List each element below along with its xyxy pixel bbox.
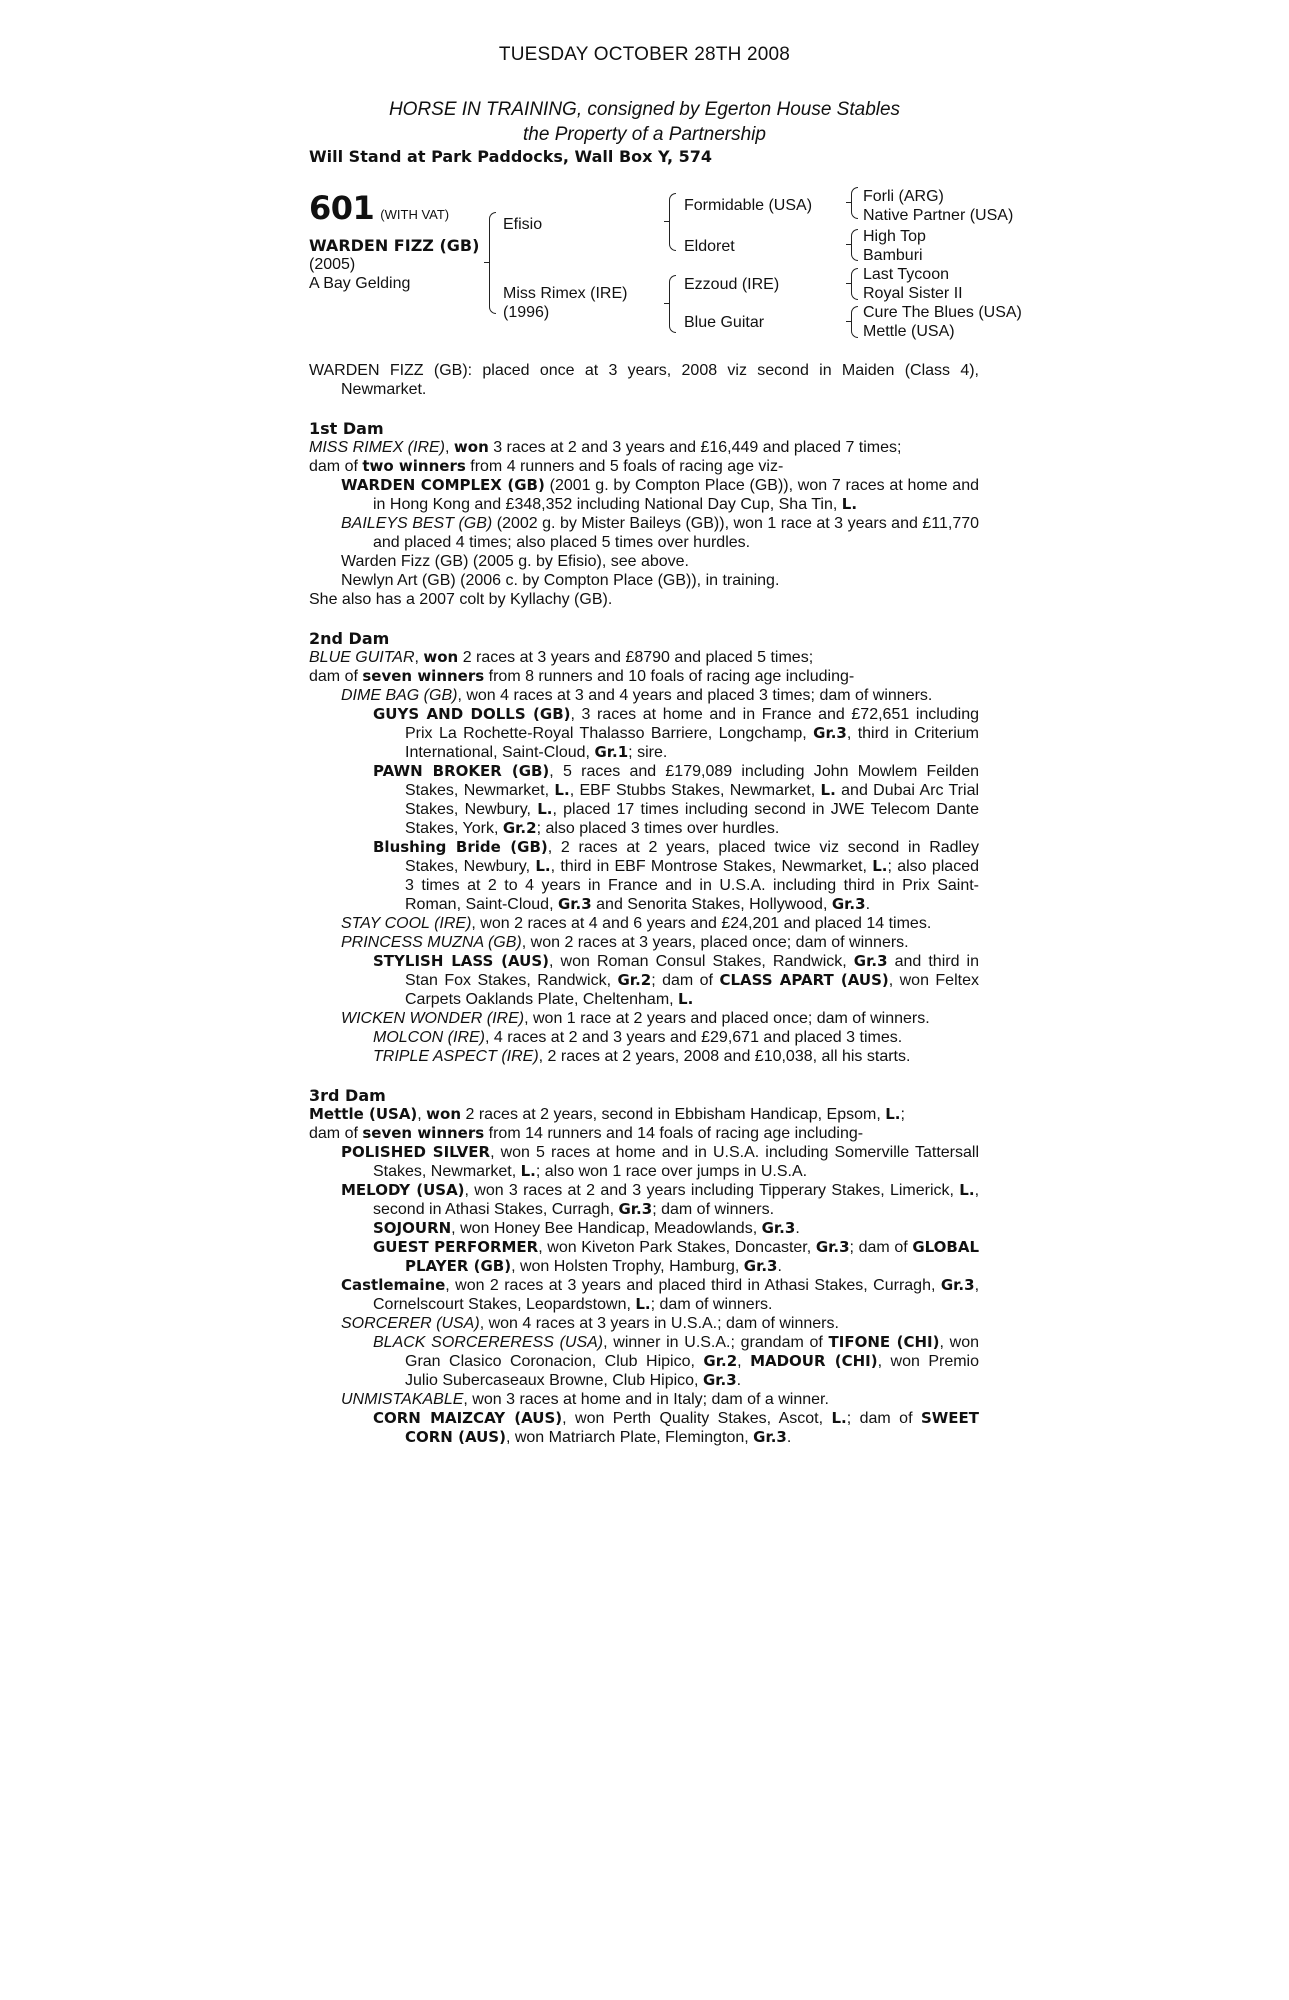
brace-ggs-4-point xyxy=(846,321,851,322)
sale-date: TUESDAY OCTOBER 28TH 2008 xyxy=(498,44,791,65)
dam1-note: She also has a 2007 colt by Kyllachy (GB). xyxy=(309,591,613,608)
pedigree-gs2: Eldoret xyxy=(684,238,735,255)
horse-description: A Bay Gelding xyxy=(309,275,411,292)
pedigree-ggs7: Cure The Blues (USA) xyxy=(863,304,1022,321)
dam2-progeny-wicken-wonder: WICKEN WONDER (IRE), won 1 race at 2 years and placed once; dam of winners. xyxy=(341,1010,930,1027)
dam2-heading: 2nd Dam xyxy=(309,629,390,648)
dam2-progeny-dime-bag: DIME BAG (GB), won 4 races at 3 and 4 years and placed 3 times; dam of winners. xyxy=(341,687,933,704)
pedigree-dam: Miss Rimex (IRE) xyxy=(503,285,628,302)
dam3-grandprogeny-guest-performer: GUEST PERFORMER, won Kiveton Park Stakes, Doncaster, Gr.3; dam of GLOBAL PLAYER (GB), won Holsten Trophy, Hamburg, Gr.3. xyxy=(373,1238,979,1275)
brace-dam-line xyxy=(669,275,676,333)
brace-ggs-4 xyxy=(851,306,858,338)
dam3-progeny-castlemaine: Castlemaine, won 2 races at 3 years and placed third in Athasi Stakes, Curragh, Gr.3, Cornelscourt Stakes, Leopardstown, L.; dam of winners. xyxy=(341,1276,980,1313)
pedigree-ggs5: Last Tycoon xyxy=(863,266,949,283)
brace-ggs-1 xyxy=(851,187,858,219)
brace-sire-line xyxy=(669,193,676,251)
pedigree-dam-year: (1996) xyxy=(503,304,550,321)
brace-ggs-3-point xyxy=(846,283,851,284)
dam1-progeny-1: WARDEN COMPLEX (GB) (2001 g. by Compton Place (GB)), won 7 races at home and in Hong Kong and £348,352 including National Day Cup, Sha Tin, L. xyxy=(341,476,980,513)
foal-year: (2005) xyxy=(309,256,356,273)
pedigree-ggs6: Royal Sister II xyxy=(863,285,963,302)
brace-ggs-2 xyxy=(851,229,858,261)
pedigree-ggs1: Forli (ARG) xyxy=(863,188,944,205)
brace-ggs-3 xyxy=(851,268,858,300)
brace-sire-line-point xyxy=(664,221,669,222)
dam3-heading: 3rd Dam xyxy=(309,1086,386,1105)
dam2-grandprogeny-guys-and-dolls: GUYS AND DOLLS (GB), 3 races at home and in France and £72,651 including Prix La Rochette-Royal Thalasso Barriere, Longchamp, Gr.3, third in Criterium International, Saint-Cloud, Gr.1; sire. xyxy=(373,705,980,761)
dam2-progeny-stay-cool: STAY COOL (IRE), won 2 races at 4 and 6 years and £24,201 and placed 14 times. xyxy=(341,915,932,932)
dam3-progeny-sorcerer: SORCERER (USA), won 4 races at 3 years in U.S.A.; dam of winners. xyxy=(341,1315,839,1332)
brace-ggs-2-point xyxy=(846,244,851,245)
dam3-progeny-unmistakable: UNMISTAKABLE, won 3 races at home and in Italy; dam of a winner. xyxy=(341,1391,829,1408)
dam3-line1: Mettle (USA), won 2 races at 2 years, second in Ebbisham Handicap, Epsom, L.; xyxy=(309,1105,905,1123)
brace-generation1-point xyxy=(484,262,489,263)
pedigree-ggs3: High Top xyxy=(863,228,926,245)
dam2-grandprogeny-blushing-bride: Blushing Bride (GB), 2 races at 2 years, placed twice viz second in Radley Stakes, Newbury, L., third in EBF Montrose Stakes, Newmarket, L.; also placed 3 times at 2 to 4 years in France and in U.S.A. including third in Prix Saint-Roman, Saint-Cloud, Gr.3 and Senorita Stakes, Hollywood, Gr.3. xyxy=(373,838,980,913)
brace-generation1 xyxy=(489,212,496,314)
pedigree-gs1: Formidable (USA) xyxy=(684,197,813,214)
brace-ggs-1-point xyxy=(846,202,851,203)
pedigree-gs4: Blue Guitar xyxy=(684,314,765,331)
dam1-heading: 1st Dam xyxy=(309,419,384,438)
brace-dam-line-point xyxy=(664,303,669,304)
consignment-info xyxy=(0,97,1289,147)
dam3-line2: dam of seven winners from 14 runners and 14 foals of racing age including- xyxy=(309,1124,864,1142)
dam3-progeny-polished-silver: POLISHED SILVER, won 5 races at home and in U.S.A. including Somerville Tattersall Stakes, Newmarket, L.; also won 1 race over jumps in U.S.A. xyxy=(341,1143,979,1180)
dam2-grandprogeny-triple-aspect: TRIPLE ASPECT (IRE), 2 races at 2 years, 2008 and £10,038, all his starts. xyxy=(373,1048,911,1065)
dam1-progeny-3: Warden Fizz (GB) (2005 g. by Efisio), see above. xyxy=(341,553,689,570)
dam2-grandprogeny-molcon: MOLCON (IRE), 4 races at 2 and 3 years and £29,671 and placed 3 times. xyxy=(373,1029,903,1046)
dam1-progeny-4: Newlyn Art (GB) (2006 c. by Compton Place (GB)), in training. xyxy=(341,572,780,589)
dam3-grandprogeny-corn-maizcay: CORN MAIZCAY (AUS), won Perth Quality Stakes, Ascot, L.; dam of SWEET CORN (AUS), won Matriarch Plate, Flemington, Gr.3. xyxy=(373,1409,980,1446)
dam3-grandprogeny-black-sorcereress: BLACK SORCERERESS (USA), winner in U.S.A.; grandam of TIFONE (CHI), won Gran Clasico Coronacion, Club Hipico, Gr.2, MADOUR (CHI), won Premio Julio Subercaseaux Browne, Club Hipico, Gr.3. xyxy=(373,1333,980,1389)
dam1-line2: dam of two winners from 4 runners and 5 foals of racing age viz- xyxy=(309,457,784,475)
catalogue-content xyxy=(309,361,979,1447)
pedigree-sire: Efisio xyxy=(503,216,543,233)
dam2-grandprogeny-pawn-broker: PAWN BROKER (GB), 5 races and £179,089 including John Mowlem Feilden Stakes, Newmarket, L., EBF Stubbs Stakes, Newmarket, L. and Dubai Arc Trial Stakes, Newbury, L., placed 17 times including second in JWE Telecom Dante Stakes, York, Gr.2; also placed 3 times over hurdles. xyxy=(373,762,980,837)
dam3-progeny-melody: MELODY (USA), won 3 races at 2 and 3 years including Tipperary Stakes, Limerick, L., second in Athasi Stakes, Curragh, Gr.3; dam of winners. xyxy=(341,1181,980,1218)
pedigree-ggs4: Bamburi xyxy=(863,247,923,264)
dam2-grandprogeny-stylish-lass: STYLISH LASS (AUS), won Roman Consul Stakes, Randwick, Gr.3 and third in Stan Fox Stakes, Randwick, Gr.2; dam of CLASS APART (AUS), won Feltex Carpets Oaklands Plate, Cheltenham, L. xyxy=(373,952,980,1008)
dam1-progeny-2: BAILEYS BEST (GB) (2002 g. by Mister Baileys (GB)), won 1 race at 3 years and £11,770 and placed 4 times; also placed 5 times over hurdles. xyxy=(341,515,980,551)
pedigree-ggs8: Mettle (USA) xyxy=(863,323,955,340)
dam2-line2: dam of seven winners from 8 runners and 10 foals of racing age including- xyxy=(309,667,855,685)
lot-number: 601 xyxy=(309,189,375,227)
consignor-line: HORSE IN TRAINING, consigned by Egerton House Stables xyxy=(388,99,901,120)
horse-name: WARDEN FIZZ (GB) xyxy=(309,236,480,255)
pedigree-gs3: Ezzoud (IRE) xyxy=(684,276,780,293)
dam2-progeny-princess-muzna: PRINCESS MUZNA (GB), won 2 races at 3 years, placed once; dam of winners. xyxy=(341,934,909,951)
pedigree-ggs2: Native Partner (USA) xyxy=(863,207,1014,224)
lot-header xyxy=(309,189,449,227)
horse-details xyxy=(309,236,479,293)
dam1-line1: MISS RIMEX (IRE), won 3 races at 2 and 3 years and £16,449 and placed 7 times; xyxy=(309,438,902,456)
dam2-line1: BLUE GUITAR, won 2 races at 3 years and £8790 and placed 5 times; xyxy=(309,648,814,666)
ownership-line: the Property of a Partnership xyxy=(523,124,766,145)
vat-note: (WITH VAT) xyxy=(380,207,450,222)
stand-location: Will Stand at Park Paddocks, Wall Box Y, 574 xyxy=(309,147,713,166)
dam3-grandprogeny-sojourn: SOJOURN, won Honey Bee Handicap, Meadowlands, Gr.3. xyxy=(373,1219,800,1237)
racing-record: WARDEN FIZZ (GB): placed once at 3 years, 2008 viz second in Maiden (Class 4), Newmarket. xyxy=(309,362,979,398)
